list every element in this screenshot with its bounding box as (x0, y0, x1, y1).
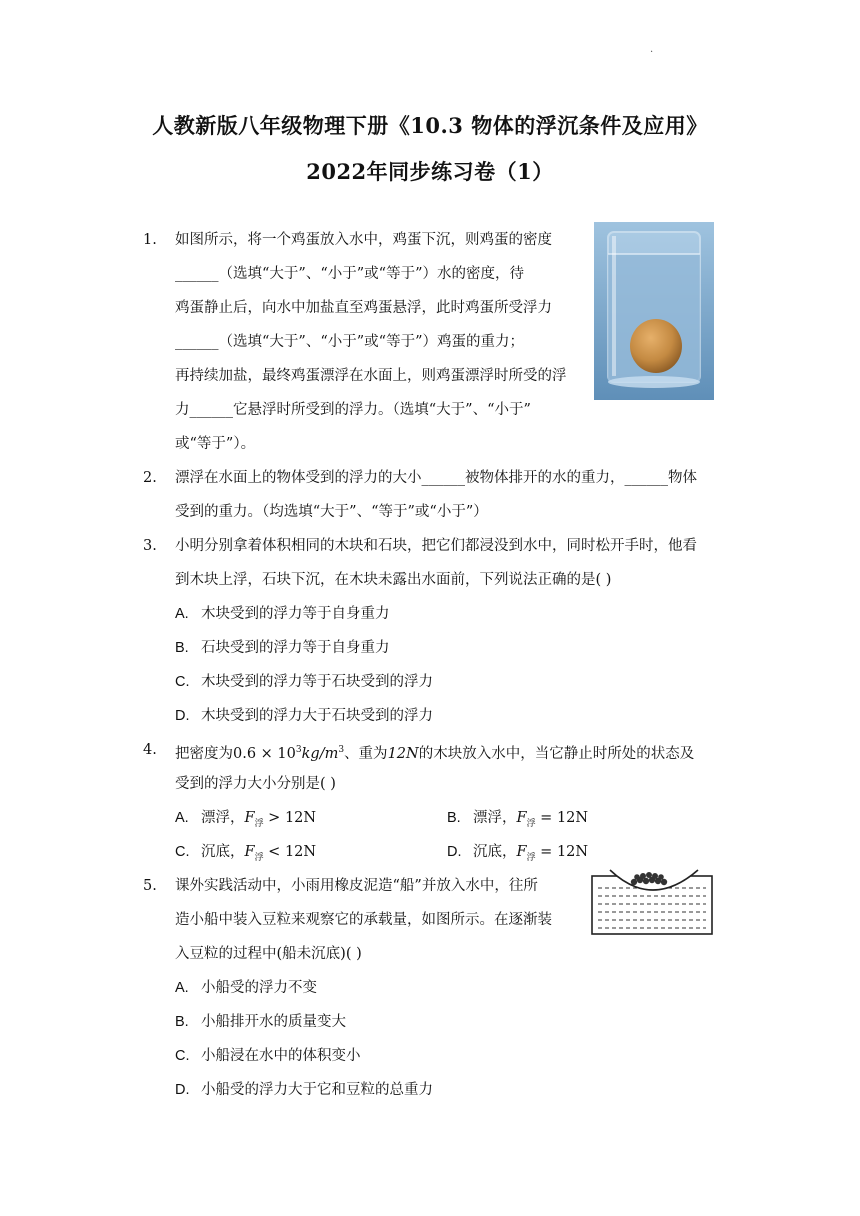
egg-icon (630, 319, 682, 373)
question-number: 1. (143, 232, 157, 248)
question-text-line: 课外实践活动中，小雨用橡皮泥造“船”并放入水中，往所 (175, 878, 538, 894)
question-text-line: 漂浮在水面上的物体受到的浮力的大小______被物体排开的水的重力，______物体 (175, 470, 697, 486)
doc-title-line2: 2022年同步练习卷（1） (306, 159, 554, 184)
question-text-line: 如图所示，将一个鸡蛋放入水中，鸡蛋下沉，则鸡蛋的密度 (175, 232, 552, 248)
clay-boat-figure (588, 866, 716, 938)
question-text-line: ______（选填“大于”、“小于”或“等于”）鸡蛋的重力； (175, 334, 524, 350)
question-text-line: 鸡蛋静止后，向水中加盐直至鸡蛋悬浮，此时鸡蛋所受浮力 (175, 300, 552, 316)
question-text-line: 受到的浮力大小分别是( ) (175, 776, 336, 792)
option-d[interactable]: D. 木块受到的浮力大于石块受到的浮力 (175, 708, 433, 724)
question-number: 4. (143, 742, 157, 758)
option-c[interactable]: C. 木块受到的浮力等于石块受到的浮力 (175, 674, 433, 690)
question-text-line: ______（选填“大于”、“小于”或“等于”）水的密度，待 (175, 266, 524, 282)
question-number: 5. (143, 878, 157, 894)
question-number: 3. (143, 538, 157, 554)
option-d[interactable]: D. 小船受的浮力大于它和豆粒的总重力 (175, 1082, 433, 1098)
option-a[interactable]: A. 漂浮，$F_浮 > 12N$ (175, 810, 317, 829)
doc-title-line1: 人教新版八年级物理下册《10.3 物体的浮沉条件及应用》 (152, 113, 708, 138)
question-text-line: 受到的重力。（均选填“大于”、“等于”或“小于”） (175, 504, 488, 520)
weight-value: 12N (387, 745, 419, 762)
option-b[interactable]: B. 石块受到的浮力等于自身重力 (175, 640, 390, 656)
option-a[interactable]: A. 小船受的浮力不变 (175, 980, 317, 996)
option-b[interactable]: B. 漂浮，$F_浮 = 12N$ (447, 810, 589, 829)
question-text-line: 入豆粒的过程中(船未沉底)( ) (175, 946, 362, 962)
question-text-line: 小明分别拿着体积相同的木块和石块，把它们都浸没到水中，同时松开手时，他看 (175, 538, 697, 554)
option-c[interactable]: C. 小船浸在水中的体积变小 (175, 1048, 361, 1064)
option-d[interactable]: D. 沉底，$F_浮 = 12N$ (447, 844, 589, 863)
question-text-line: 把密度为$0.6 \times 10^3kg/m^3$、重为12N的木块放入水中，当它静止时所处的状态及 (175, 745, 695, 762)
option-a[interactable]: A. 木块受到的浮力等于自身重力 (175, 606, 390, 622)
egg-in-beaker-figure (594, 222, 714, 400)
question-text-line: 再持续加盐，最终鸡蛋漂浮在水面上，则鸡蛋漂浮时所受的浮 (175, 368, 567, 384)
density-value: $0.6 \times 10^3kg/m^3$ (233, 745, 345, 762)
question-text-line: 或“等于”）。 (175, 436, 256, 452)
page-mark: . (650, 44, 654, 55)
option-b[interactable]: B. 小船排开水的质量变大 (175, 1014, 346, 1030)
question-text-line: 造小船中装入豆粒来观察它的承载量，如图所示。在逐渐装 (175, 912, 552, 928)
question-number: 2. (143, 470, 157, 486)
question-text-line: 到木块上浮，石块下沉，在木块未露出水面前，下列说法正确的是( ) (175, 572, 612, 588)
question-text-line: 力______它悬浮时所受到的浮力。（选填“大于”、“小于” (175, 402, 531, 418)
option-c[interactable]: C. 沉底，$F_浮 < 12N$ (175, 844, 317, 863)
